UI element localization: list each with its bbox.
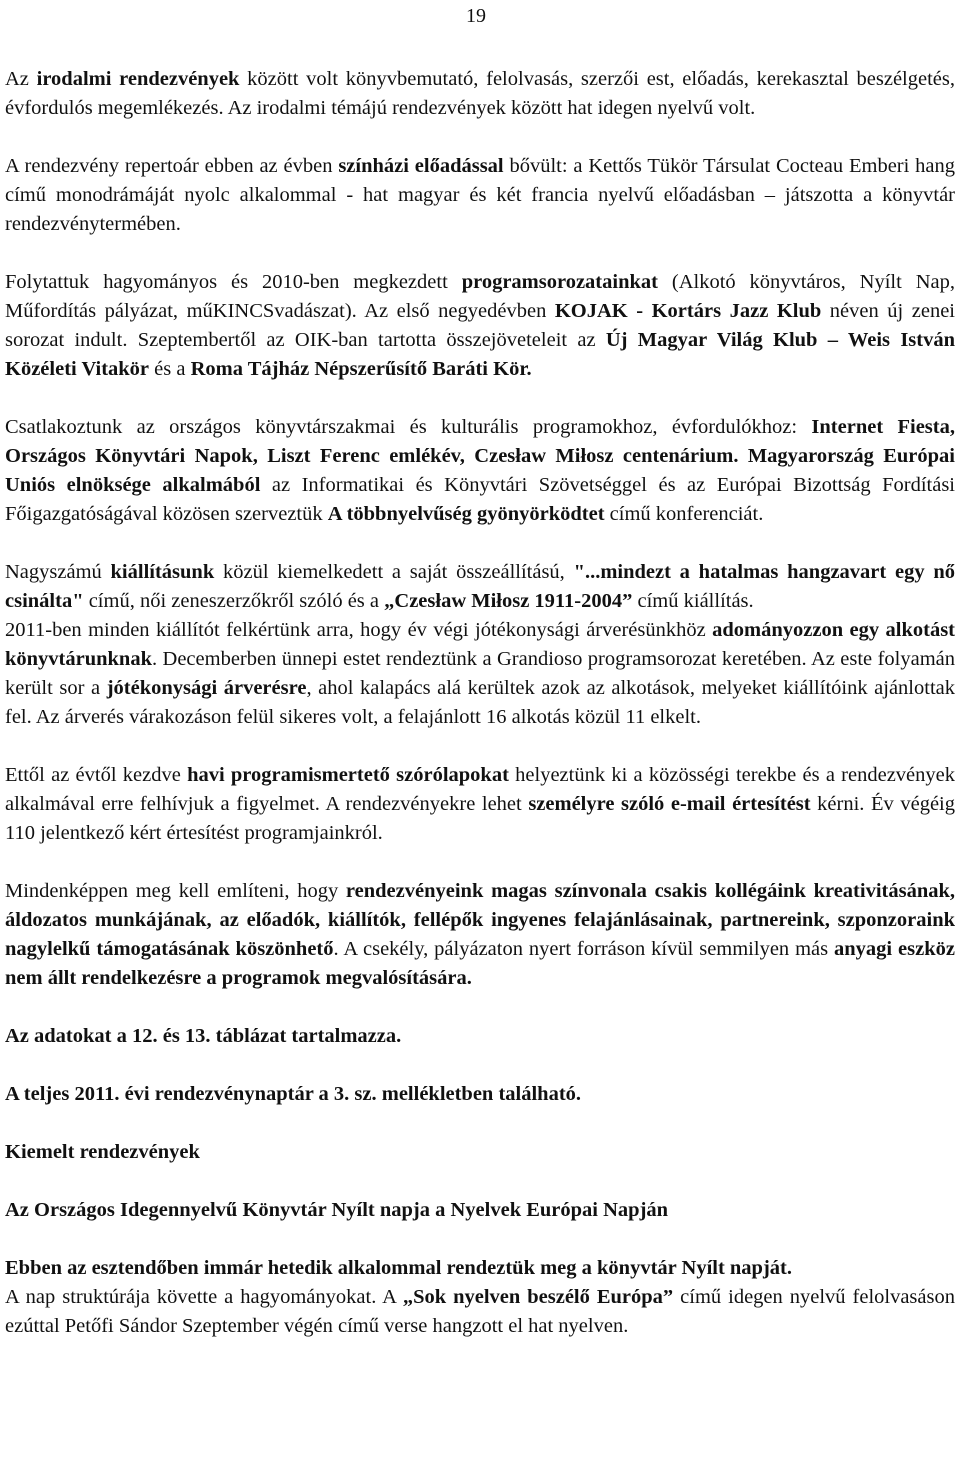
- paragraph: [5, 1080, 955, 1109]
- text-run: . Decemberben ünnepi estet rendeztünk a Grandioso programsorozat keretében. Az este folyamán került sor a: [5, 648, 955, 699]
- bold-text: személyre szóló e-mail értesítést: [528, 793, 811, 815]
- text-run: kérni. Év végéig 110 jelentkező kért értesítést programjainkról.: [5, 793, 955, 844]
- text-run: Nagyszámú: [5, 561, 111, 583]
- paragraph: [5, 1022, 955, 1051]
- bold-text: anyagi eszköz nem állt rendelkezésre a programok megvalósítására.: [5, 938, 955, 989]
- bold-text: kiállításunk: [110, 561, 215, 583]
- bold-text: rendezvényeink magas színvonala csakis kollégáink kreativitásának, áldozatos munkájának, az előadók, kiállítók, fellépők ingyenes felajánlásainak, partnereink, szponzoraink nagylelkű támogatásának köszönhető: [5, 880, 955, 960]
- bold-text: „Sok nyelven beszélő Európa”: [402, 1286, 674, 1308]
- text-run: . A csekély, pályázaton nyert forráson kívül semmilyen más: [333, 938, 835, 960]
- bold-text: Új Magyar Világ Klub – Weis István Közéleti Vitakör: [5, 329, 956, 380]
- text-run: (Alkotó könyvtáros, Nyílt Nap, Műfordítás pályázat, műKINCSvadászat). Az első negyedévben: [5, 271, 956, 322]
- document-body: [5, 65, 955, 1341]
- paragraph: [5, 877, 955, 993]
- bold-text: A többnyelvűség gyönyörködtet: [327, 503, 605, 525]
- bold-text: KOJAK - Kortárs Jazz Klub: [554, 300, 822, 322]
- text-run: , ahol kalapács alá kerültek azok az alkotások, melyeket kiállítóink ajánlottak fel. Az árverés várakozáson felül sikeres volt, a felajánlott 16 alkotás közül 11 elkelt.: [5, 677, 955, 728]
- bold-text: Kiemelt rendezvények: [5, 1141, 200, 1163]
- text-run: című, női zeneszerzőkről szóló és a: [83, 590, 385, 612]
- bold-text: "...mindezt a hatalmas hangzavart egy nő csinálta": [5, 561, 955, 612]
- paragraph: [5, 1138, 955, 1167]
- text-run: az Informatikai és Könyvtári Szövetséggel és az Európai Bizottság Fordítási Főigazgatóságával közösen szerveztük: [5, 474, 955, 525]
- bold-text: Az adatokat a 12. és 13. táblázat tartalmazza.: [5, 1025, 402, 1047]
- bold-text: programsorozatainkat: [461, 271, 658, 293]
- bold-text: Internet Fiesta, Országos Könyvtári Napok, Liszt Ferenc emlékév, Czesław Miłosz centenárium. Magyarország Európai Uniós elnöksége alkalmából: [5, 416, 955, 496]
- text-run: A rendezvény repertoár ebben az évben: [5, 155, 339, 177]
- text-run: Folytattuk hagyományos és 2010-ben megkezdett: [5, 271, 462, 293]
- bold-text: A teljes 2011. évi rendezvénynaptár a 3. sz. mellékletben található.: [5, 1083, 582, 1105]
- bold-text: Roma Tájház Népszerűsítő Baráti Kör.: [190, 358, 532, 380]
- bold-text: színházi előadással: [338, 155, 504, 177]
- bold-text: irodalmi rendezvények: [36, 68, 240, 90]
- paragraph: [5, 1196, 955, 1225]
- paragraph: [5, 65, 955, 123]
- text-run: néven új zenei sorozat indult. Szeptembertől az OIK-ban tartotta összejöveteleit az: [5, 300, 955, 351]
- paragraph: [5, 268, 955, 384]
- text-run: Csatlakoztunk az országos könyvtárszakmai és kulturális programokhoz, évfordulókhoz:: [5, 416, 812, 438]
- text-run: között volt könyvbemutató, felolvasás, szerzői est, előadás, kerekasztal beszélgetés, évfordulós megemlékezés. Az irodalmi témájú rendezvények között hat idegen nyelvű volt.: [5, 68, 955, 119]
- paragraph: [5, 616, 955, 732]
- bold-text: Az Országos Idegennyelvű Könyvtár Nyílt napja a Nyelvek Európai Napján: [5, 1199, 669, 1221]
- text-run: bővült: a Kettős Tükör Társulat Cocteau Emberi hang című monodrámáját nyolc alkalommal - hat magyar és két francia nyelvű előadásban – játszotta a könyvtár rendezvénytermében.: [5, 155, 956, 235]
- paragraph: [5, 152, 955, 239]
- paragraph: [5, 558, 955, 616]
- page-number: 19: [466, 5, 486, 27]
- paragraph: [5, 1283, 955, 1341]
- bold-text: jótékonysági árverésre: [106, 677, 307, 699]
- text-run: Mindenképpen meg kell említeni, hogy: [5, 880, 346, 902]
- paragraph: [5, 1254, 955, 1283]
- text-run: és a: [149, 358, 191, 380]
- paragraph: [5, 413, 955, 529]
- text-run: című idegen nyelvű felolvasáson ezúttal Petőfi Sándor Szeptember végén című verse hangzott el hat nyelven.: [5, 1286, 955, 1337]
- bold-text: adományozzon egy alkotást könyvtárunknak: [5, 619, 956, 670]
- bold-text: Ebben az esztendőben immár hetedik alkalommal rendeztük meg a könyvtár Nyílt napját.: [5, 1257, 792, 1279]
- text-run: helyeztünk ki a közösségi terekbe és a rendezvények alkalmával erre felhívjuk a figyelmet. A rendezvényekre lehet: [5, 764, 955, 815]
- text-run: közül kiemelkedett a saját összeállítású,: [214, 561, 574, 583]
- bold-text: „Czesław Miłosz 1911-2004”: [384, 590, 633, 612]
- text-run: Ettől az évtől kezdve: [5, 764, 188, 786]
- text-run: című konferenciát.: [604, 503, 764, 525]
- text-run: 2011-ben minden kiállítót felkértünk arra, hogy év végi jótékonysági árverésünkhöz: [5, 619, 713, 641]
- text-run: A nap struktúrája követte a hagyományokat. A: [5, 1286, 403, 1308]
- text-run: című kiállítás.: [632, 590, 754, 612]
- text-run: Az: [5, 68, 37, 90]
- bold-text: havi programismertető szórólapokat: [187, 764, 509, 786]
- paragraph: [5, 761, 955, 848]
